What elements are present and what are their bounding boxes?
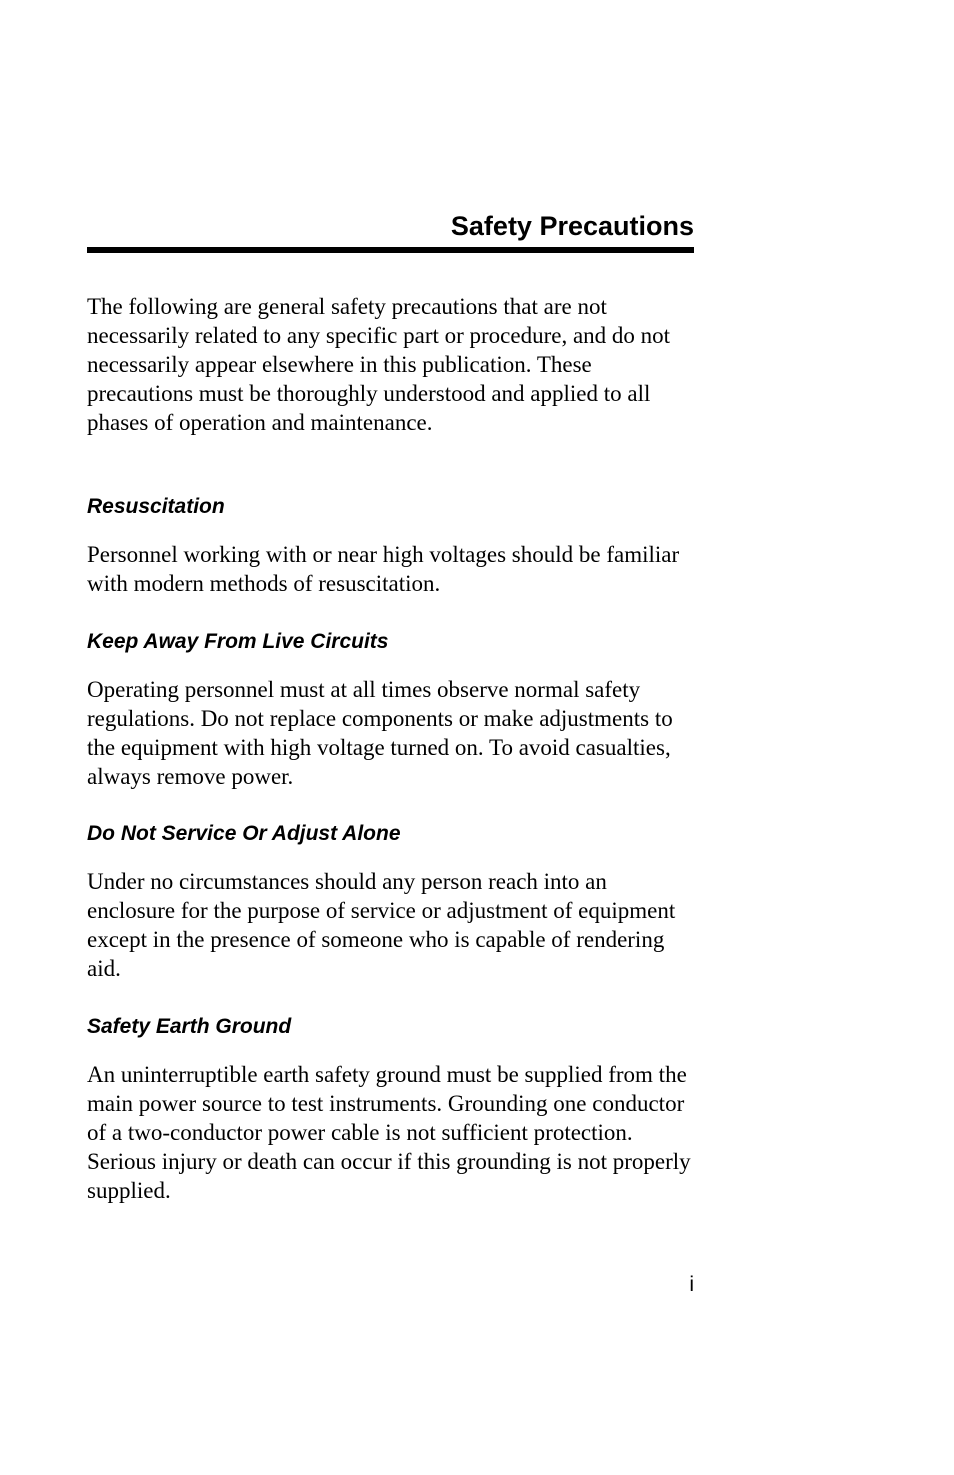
title-rule (87, 247, 694, 253)
page-title: Safety Precautions (450, 211, 694, 241)
section-paragraph: Under no circumstances should any person reach into an enclosure for the purpose of service or adjustment of equipment except in the presence of someone who is capable of rendering aid. (87, 869, 676, 981)
section-safety-earth-ground (87, 1014, 694, 1205)
page-number: i (689, 1273, 694, 1296)
section-resuscitation (87, 494, 694, 598)
section-paragraph: An uninterruptible earth safety ground must be supplied from the main power source to test instruments. Grounding one conductor of a two-conductor power cable is not sufficient protection. Serious injury or death can occur if this grounding is not properly supplied. (87, 1062, 691, 1203)
intro-paragraph: The following are general safety precautions that are not necessarily related to any specific part or procedure, and do not necessarily appear elsewhere in this publication. These precautions must be thoroughly understood and applied to all phases of operation and maintenance. (87, 294, 671, 435)
section-do-not-service-alone (87, 821, 694, 983)
section-paragraph: Operating personnel must at all times observe normal safety regulations. Do not replace components or make adjustments to the equipment with high voltage turned on. To avoid casualties, always remove power. (87, 677, 673, 789)
section-heading: Keep Away From Live Circuits (87, 630, 389, 653)
section-keep-away-from-live-circuits (87, 629, 694, 791)
section-paragraph: Personnel working with or near high voltages should be familiar with modern methods of resuscitation. (87, 542, 680, 596)
section-heading: Do Not Service Or Adjust Alone (87, 822, 401, 845)
section-heading: Safety Earth Ground (87, 1015, 292, 1038)
section-heading: Resuscitation (87, 495, 225, 518)
